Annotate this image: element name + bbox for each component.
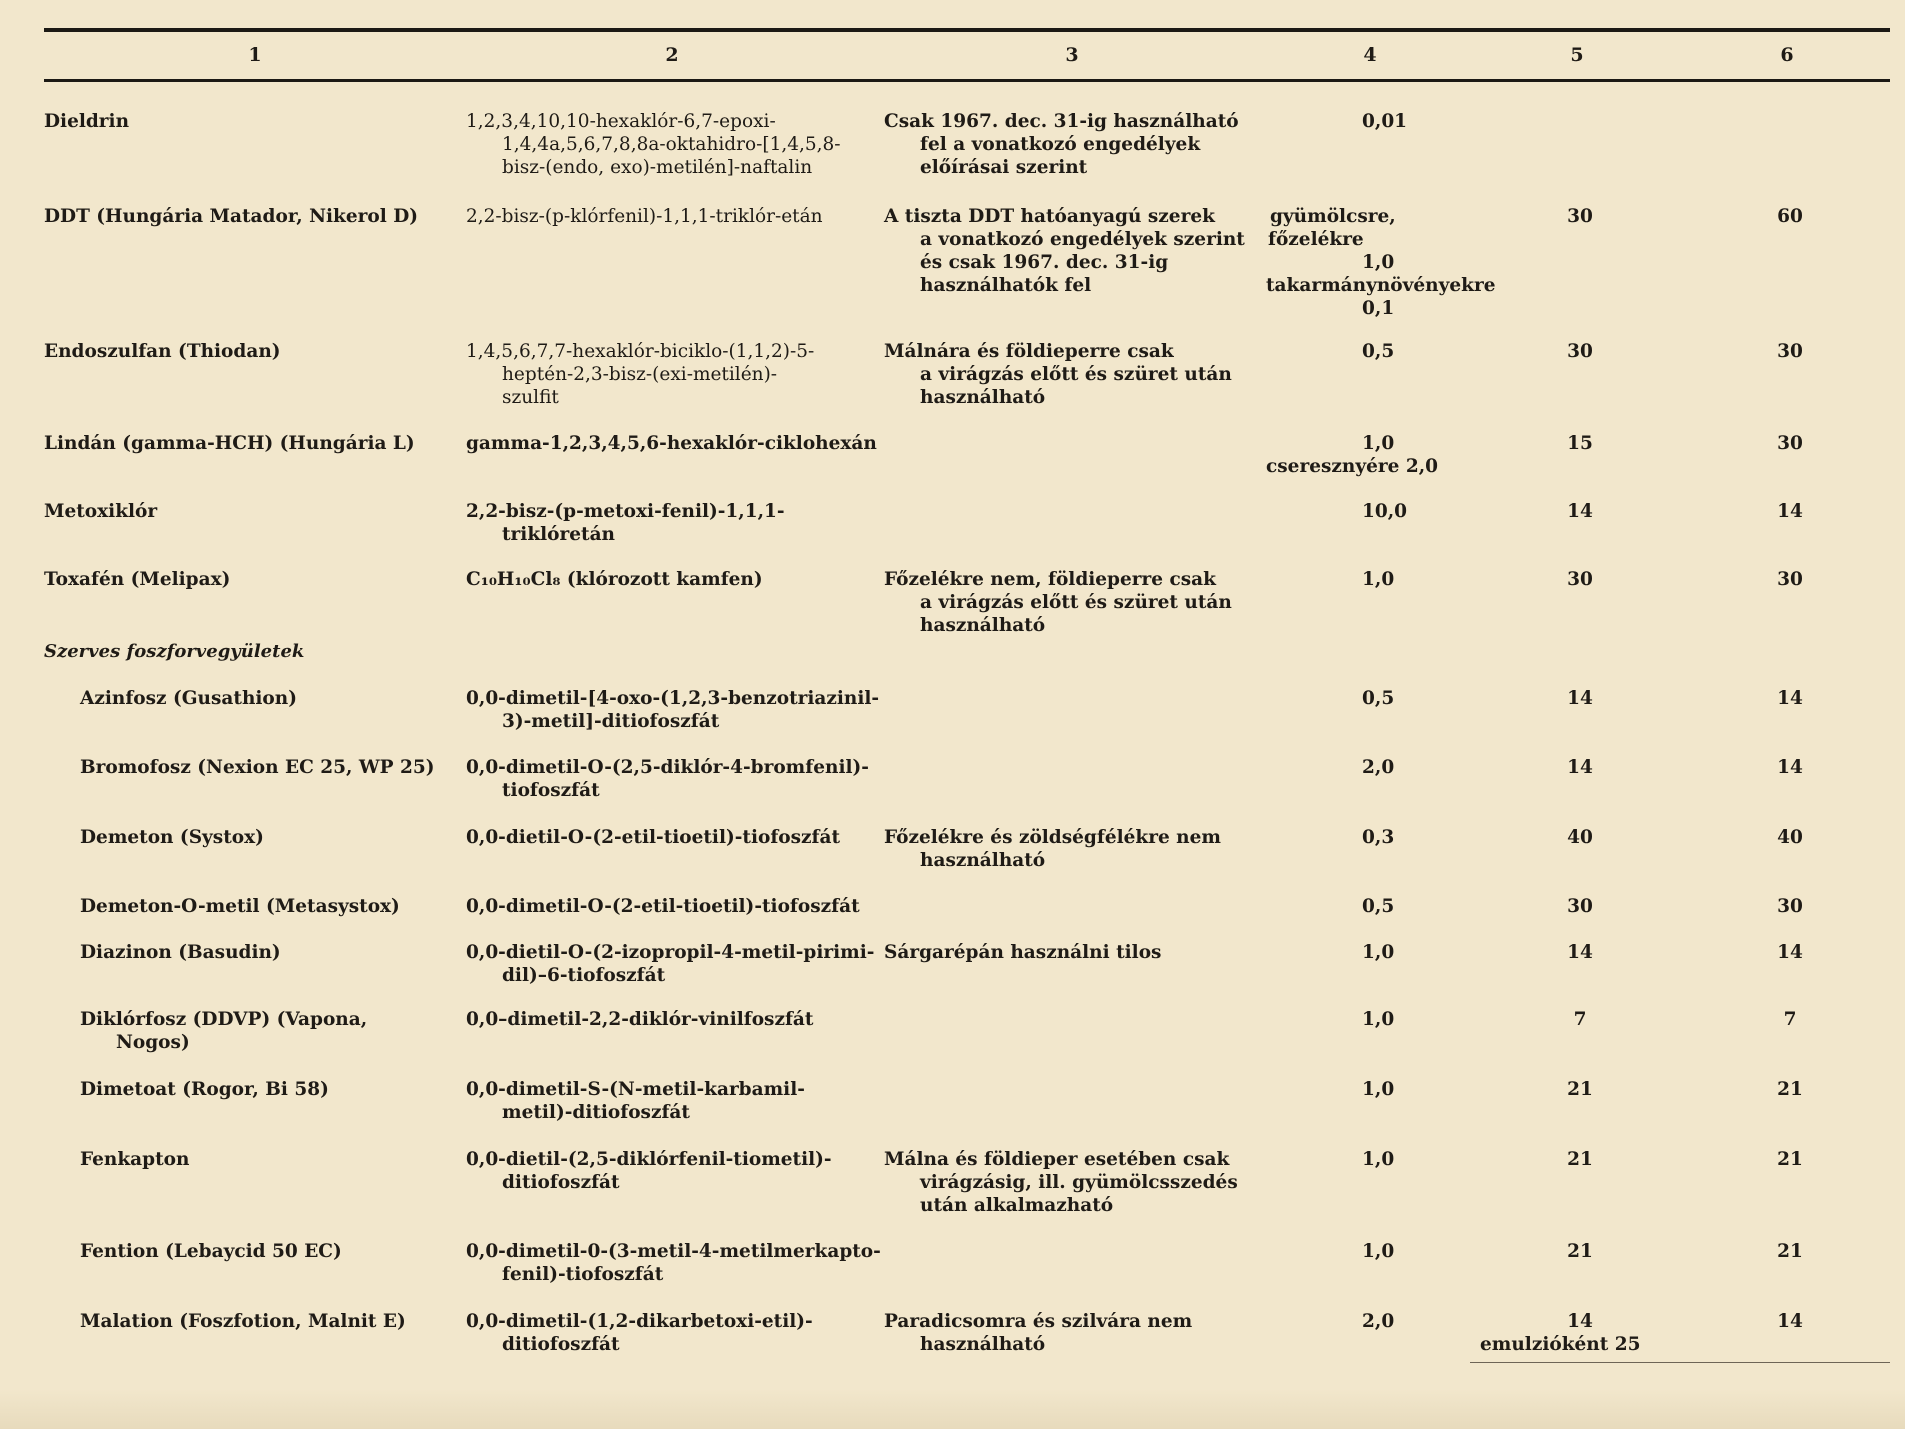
substance-name: Dieldrin	[44, 111, 130, 132]
usage-note: használhatók fel	[920, 275, 1092, 296]
waiting-period-5: 21	[1567, 1079, 1593, 1100]
usage-note: Sárgarépán használni tilos	[884, 942, 1162, 963]
waiting-period-6: 7	[1783, 1009, 1797, 1030]
section-label: Szerves foszforvegyületek	[44, 641, 305, 662]
chemical-name: tiofoszfát	[502, 780, 600, 801]
chemical-name: 0,0-dietil-(2,5-diklórfenil-tiometil)-	[466, 1149, 832, 1170]
chemical-name: ditiofoszfát	[502, 1172, 620, 1193]
usage-note: Főzelékre és zöldségfélékre nem	[884, 827, 1221, 848]
tolerance-value: takarmánynövényekre	[1266, 275, 1496, 296]
substance-name: Metoxiklór	[44, 501, 158, 522]
waiting-period-6: 60	[1777, 206, 1803, 227]
chemical-name: ditiofoszfát	[502, 1334, 620, 1355]
tolerance-value: 0,5	[1362, 896, 1395, 917]
usage-note: Málnára és földieperre csak	[884, 341, 1174, 362]
column-header-6: 6	[1780, 44, 1794, 66]
waiting-period-5: 7	[1573, 1009, 1587, 1030]
usage-note: használható	[920, 387, 1046, 408]
tolerance-value: 2,0	[1362, 757, 1395, 778]
usage-note: A tiszta DDT hatóanyagú szerek	[884, 206, 1215, 227]
tolerance-value: gyümölcsre,	[1270, 206, 1396, 227]
waiting-period-6: 14	[1777, 942, 1803, 963]
waiting-period-5: 14	[1567, 757, 1593, 778]
waiting-period-6: 30	[1777, 569, 1803, 590]
chemical-name: 3)-metil]-ditiofoszfát	[502, 711, 720, 732]
chemical-name: 1,4,5,6,7,7-hexaklór-biciklo-(1,1,2)-5-	[466, 341, 815, 362]
waiting-period-6: 40	[1777, 827, 1803, 848]
substance-name: Fention (Lebaycid 50 EC)	[80, 1241, 342, 1262]
header-bottom-rule	[44, 79, 1890, 82]
chemical-name: 2,2-bisz-(p-metoxi-fenil)-1,1,1-	[466, 501, 785, 522]
tolerance-value: 0,5	[1362, 688, 1395, 709]
waiting-period-6: 14	[1777, 757, 1803, 778]
waiting-period-5: 14	[1567, 501, 1593, 522]
usage-note: előírásai szerint	[920, 157, 1088, 178]
chemical-name: metil)-ditiofoszfát	[502, 1102, 690, 1123]
usage-note: Paradicsomra és szilvára nem	[884, 1311, 1193, 1332]
substance-name: Nogos)	[116, 1032, 190, 1053]
chemical-name: bisz-(endo, exo)-metilén]-naftalin	[502, 157, 813, 178]
substance-name: Lindán (gamma-HCH) (Hungária L)	[44, 433, 415, 454]
waiting-period-5: 21	[1567, 1149, 1593, 1170]
paper-shade	[0, 1389, 1905, 1429]
substance-name: Bromofosz (Nexion EC 25, WP 25)	[80, 757, 435, 778]
waiting-period-5: 14	[1567, 1311, 1593, 1332]
column-header-5: 5	[1570, 44, 1584, 66]
usage-note: és csak 1967. dec. 31-ig	[920, 252, 1169, 273]
waiting-period-5: 30	[1567, 896, 1593, 917]
tolerance-value: 1,0	[1362, 1149, 1395, 1170]
tolerance-value: 1,0	[1362, 569, 1395, 590]
substance-name: Malation (Foszfotion, Malnit E)	[80, 1311, 406, 1332]
tolerance-value: 10,0	[1362, 501, 1408, 522]
substance-name: Dimetoat (Rogor, Bi 58)	[80, 1079, 329, 1100]
chemical-name: 0,0-dietil-O-(2-etil-tioetil)-tiofoszfát	[466, 827, 841, 848]
waiting-period-6: 21	[1777, 1241, 1803, 1262]
column-header-1: 1	[248, 44, 262, 66]
chemical-name: dil)–6-tiofoszfát	[502, 965, 666, 986]
waiting-period-5: 15	[1567, 433, 1593, 454]
tolerance-value: 0,3	[1362, 827, 1395, 848]
usage-note: használható	[920, 1334, 1046, 1355]
chemical-name: 0,0-dimetil-[4-oxo-(1,2,3-benzotriazinil-	[466, 688, 880, 709]
chemical-name: 2,2-bisz-(p-klórfenil)-1,1,1-triklór-etán	[466, 206, 823, 227]
waiting-period-6: 14	[1777, 1311, 1803, 1332]
waiting-period-5: 30	[1567, 206, 1593, 227]
chemical-name: 1,2,3,4,10,10-hexaklór-6,7-epoxi-	[466, 111, 776, 132]
tolerance-value: 1,0	[1362, 1241, 1395, 1262]
waiting-period-5: 14	[1567, 688, 1593, 709]
chemical-name: 0,0-dimetil-0-(3-metil-4-metilmerkapto-	[466, 1241, 881, 1262]
chemical-name: 0,0-dietil-O-(2-izopropil-4-metil-pirimi-	[466, 942, 875, 963]
substance-name: DDT (Hungária Matador, Nikerol D)	[44, 206, 418, 227]
substance-name: Demeton (Systox)	[80, 827, 264, 848]
usage-note: használható	[920, 615, 1046, 636]
waiting-period-5: 14	[1567, 942, 1593, 963]
chemical-name: C₁₀H₁₀Cl₈ (klórozott kamfen)	[466, 569, 763, 590]
waiting-period-6: 30	[1777, 433, 1803, 454]
waiting-period-5: 30	[1567, 569, 1593, 590]
table-top-rule	[44, 28, 1890, 32]
substance-name: Diklórfosz (DDVP) (Vapona,	[80, 1009, 368, 1030]
usage-note: a virágzás előtt és szüret után	[920, 364, 1232, 385]
waiting-period-6: 30	[1777, 341, 1803, 362]
tolerance-value: 1,0	[1362, 433, 1395, 454]
column-header-3: 3	[1065, 44, 1079, 66]
chemical-name: 0,0-dimetil-S-(N-metil-karbamil-	[466, 1079, 805, 1100]
chemical-name: heptén-2,3-bisz-(exi-metilén)-	[502, 364, 778, 385]
substance-name: Diazinon (Basudin)	[80, 942, 281, 963]
usage-note: a vonatkozó engedélyek szerint	[920, 229, 1245, 250]
usage-note: fel a vonatkozó engedélyek	[920, 134, 1201, 155]
usage-note: a virágzás előtt és szüret után	[920, 592, 1232, 613]
chemical-name: 0,0-dimetil-O-(2,5-diklór-4-bromfenil)-	[466, 757, 869, 778]
chemical-name: 1,4,4a,5,6,7,8,8a-oktahidro-[1,4,5,8-	[502, 134, 841, 155]
column-header-2: 2	[665, 44, 679, 66]
waiting-period-6: 14	[1777, 501, 1803, 522]
tolerance-value: főzelékre	[1268, 229, 1364, 250]
waiting-period-6: 21	[1777, 1149, 1803, 1170]
usage-note: Csak 1967. dec. 31-ig használható	[884, 111, 1239, 132]
waiting-period-6: 21	[1777, 1079, 1803, 1100]
waiting-period-5: 40	[1567, 827, 1593, 848]
usage-note: Málna és földieper esetében csak	[884, 1149, 1230, 1170]
tolerance-value: 0,5	[1362, 341, 1395, 362]
usage-note: virágzásig, ill. gyümölcsszedés	[920, 1172, 1238, 1193]
tolerance-value: 2,0	[1362, 1311, 1395, 1332]
substance-name: Toxafén (Melipax)	[44, 569, 231, 590]
table-bottom-rule	[1470, 1362, 1890, 1363]
chemical-name: 0,0-dimetil-(1,2-dikarbetoxi-etil)-	[466, 1311, 813, 1332]
tolerance-value: 0,1	[1362, 298, 1395, 319]
tolerance-value: 1,0	[1362, 942, 1395, 963]
substance-name: Azinfosz (Gusathion)	[80, 688, 297, 709]
tolerance-value: 1,0	[1362, 1079, 1395, 1100]
waiting-period-5: 30	[1567, 341, 1593, 362]
tolerance-value: cseresznyére 2,0	[1266, 456, 1439, 477]
column-header-4: 4	[1363, 44, 1377, 66]
chemical-name: 0,0–dimetil-2,2-diklór-vinilfoszfát	[466, 1009, 814, 1030]
waiting-period-6: 30	[1777, 896, 1803, 917]
usage-note: Főzelékre nem, földieperre csak	[884, 569, 1216, 590]
tolerance-value: 0,01	[1362, 111, 1408, 132]
waiting-period-6: 14	[1777, 688, 1803, 709]
chemical-name: gamma-1,2,3,4,5,6-hexaklór-ciklohexán	[466, 433, 877, 454]
substance-name: Demeton-O-metil (Metasystox)	[80, 896, 400, 917]
waiting-period-5-note: emulzióként 25	[1480, 1334, 1641, 1355]
chemical-name: triklóretán	[502, 524, 616, 545]
usage-note: után alkalmazható	[920, 1195, 1114, 1216]
tolerance-value: 1,0	[1362, 1009, 1395, 1030]
usage-note: használható	[920, 850, 1046, 871]
substance-name: Fenkapton	[80, 1149, 190, 1170]
chemical-name: 0,0-dimetil-O-(2-etil-tioetil)-tiofoszfát	[466, 896, 860, 917]
substance-name: Endoszulfan (Thiodan)	[44, 341, 281, 362]
chemical-name: szulfit	[502, 387, 559, 408]
chemical-name: fenil)-tiofoszfát	[502, 1264, 664, 1285]
waiting-period-5: 21	[1567, 1241, 1593, 1262]
tolerance-value: 1,0	[1362, 252, 1395, 273]
